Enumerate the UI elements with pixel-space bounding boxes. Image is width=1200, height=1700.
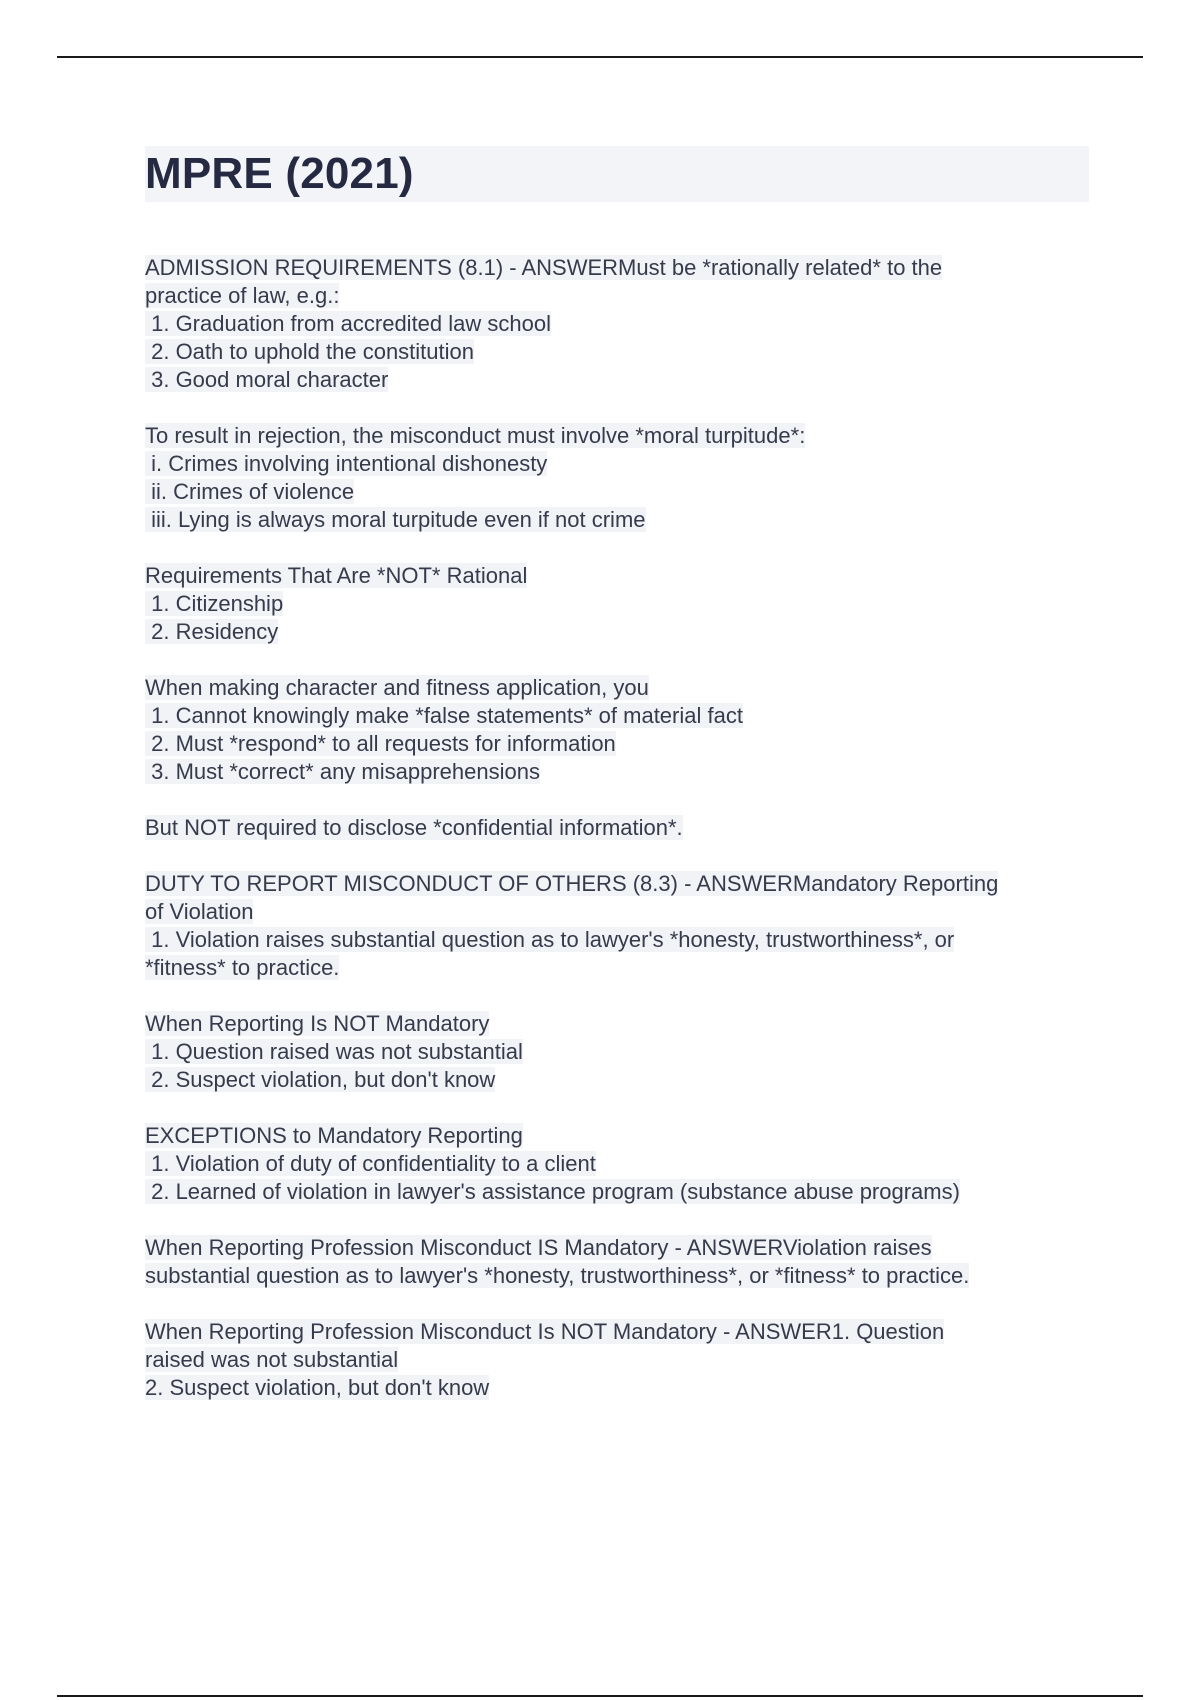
- block-confidential: [145, 814, 1095, 842]
- list-item: 2. Learned of violation in lawyer's assistance program (substance abuse programs): [145, 1179, 960, 1204]
- list-item: 2. Must *respond* to all requests for information: [145, 731, 616, 756]
- list-item: 2. Oath to uphold the constitution: [145, 339, 475, 364]
- text-line: ADMISSION REQUIREMENTS (8.1) - ANSWERMust be *rationally related* to the: [145, 255, 943, 280]
- text-line: But NOT required to disclose *confidential information*.: [145, 815, 683, 840]
- list-item: 2. Suspect violation, but don't know: [145, 1067, 496, 1092]
- text-line: DUTY TO REPORT MISCONDUCT OF OTHERS (8.3) - ANSWERMandatory Reporting: [145, 871, 999, 896]
- list-item: 1. Citizenship: [145, 591, 284, 616]
- list-item: 3. Good moral character: [145, 367, 389, 392]
- block-character-fitness: [145, 674, 1095, 786]
- block-reporting-is-not-mandatory: [145, 1318, 1095, 1402]
- text-line: raised was not substantial: [145, 1347, 399, 1372]
- block-duty-to-report: [145, 870, 1095, 982]
- text-line: Requirements That Are *NOT* Rational: [145, 563, 528, 588]
- page-title: MPRE (2021): [145, 149, 414, 198]
- list-item: 1. Violation of duty of confidentiality to a client: [145, 1151, 596, 1176]
- list-item: i. Crimes involving intentional dishonesty: [145, 451, 548, 476]
- document-body: [145, 254, 1095, 1430]
- text-line: of Violation: [145, 899, 254, 924]
- list-item: ii. Crimes of violence: [145, 479, 355, 504]
- list-item: 3. Must *correct* any misapprehensions: [145, 759, 540, 784]
- top-rule: [57, 56, 1143, 58]
- block-admission-requirements: [145, 254, 1095, 394]
- text-line: When making character and fitness application, you: [145, 675, 649, 700]
- text-line: EXCEPTIONS to Mandatory Reporting: [145, 1123, 523, 1148]
- list-item: iii. Lying is always moral turpitude even if not crime: [145, 507, 646, 532]
- text-line: When Reporting Profession Misconduct IS Mandatory - ANSWERViolation raises: [145, 1235, 932, 1260]
- text-line: substantial question as to lawyer's *honesty, trustworthiness*, or *fitness* to practice.: [145, 1263, 970, 1288]
- bottom-rule: [57, 1695, 1143, 1697]
- text-line: practice of law, e.g.:: [145, 283, 340, 308]
- list-item: 1. Cannot knowingly make *false statements* of material fact: [145, 703, 743, 728]
- block-reporting-is-mandatory: [145, 1234, 1095, 1290]
- block-not-rational: [145, 562, 1095, 646]
- block-reporting-not-mandatory: [145, 1010, 1095, 1094]
- text-line: When Reporting Profession Misconduct Is NOT Mandatory - ANSWER1. Question: [145, 1319, 945, 1344]
- list-item: 2. Suspect violation, but don't know: [145, 1375, 490, 1400]
- text-line: *fitness* to practice.: [145, 955, 340, 980]
- text-line: To result in rejection, the misconduct must involve *moral turpitude*:: [145, 423, 806, 448]
- text-line: When Reporting Is NOT Mandatory: [145, 1011, 490, 1036]
- list-item: 1. Graduation from accredited law school: [145, 311, 551, 336]
- list-item: 1. Question raised was not substantial: [145, 1039, 523, 1064]
- list-item: 1. Violation raises substantial question as to lawyer's *honesty, trustworthiness*, or: [145, 927, 955, 952]
- block-moral-turpitude: [145, 422, 1095, 534]
- list-item: 2. Residency: [145, 619, 279, 644]
- block-exceptions: [145, 1122, 1095, 1206]
